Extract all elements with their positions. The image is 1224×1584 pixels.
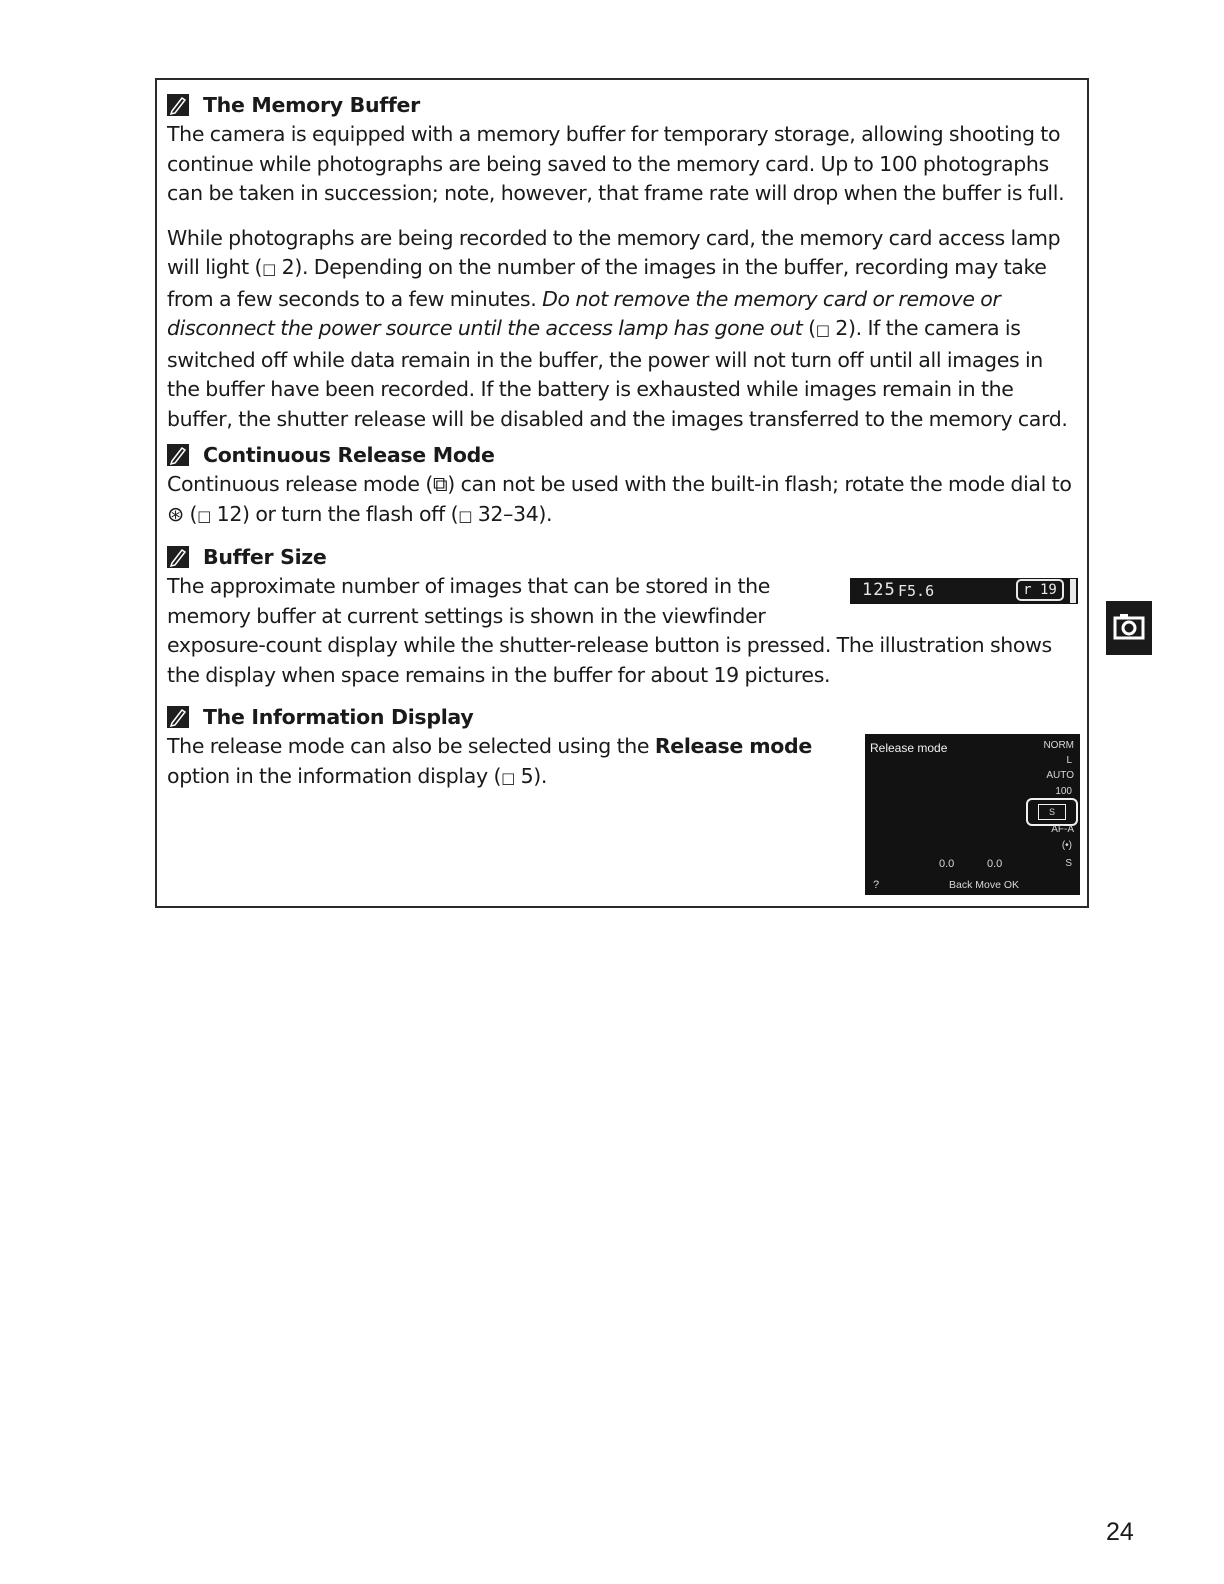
book-icon: □ [815,321,830,339]
info-drive-icon: S [1065,858,1072,869]
flash-off-icon: ⊛ [167,501,184,526]
note-heading [167,542,1073,572]
buffer-size-paragraph: The approximate number of images that can be stored in the memory buffer at current settings is shown in the viewfinder exposure-count display while the shutter-release button is pressed. The illustration shows the display when space remains in the buffer for about 19 pictures. [167,574,1052,687]
info-footer: Back Move OK [949,879,1020,891]
book-icon: □ [262,260,276,278]
info-help-icon: ? [873,879,880,891]
pencil-icon [167,706,189,728]
note-title: Buffer Size [203,545,327,569]
page-number: 24 [1106,1518,1134,1546]
note-title: The Information Display [203,705,474,729]
camera-section-tab [1106,601,1152,655]
memory-buffer-paragraph-2: While photographs are being recorded to the memory card, the memory card access lamp will light (□ 2). Depending on the number of the images in the buffer, recording may take from a few seconds to a few minutes. Do not remove the memory card or remove or disconnect the power source until the access lamp has gone out (□ 2). If the camera is switched off while data remain in the buffer, the power will not turn off until all images in the buffer have been recorded. If the battery is exhausted while images remain in the buffer, the shutter release will be disabled and the images transferred to the memory card. [167,225,1068,431]
pencil-icon [167,94,189,116]
info-white-balance: AUTO [1046,770,1074,781]
continuous-release-paragraph: Continuous release mode (⧉) can not be used with the built-in flash; rotate the mode dial to ⊛ (□ 12) or turn the flash off (□ 32–34). [167,472,1072,526]
camera-icon [1106,601,1152,655]
continuous-release-icon: ⧉ [432,472,448,496]
viewfinder-display [850,578,1078,604]
note-continuous-release [167,440,1073,531]
note-heading [167,90,1073,120]
viewfinder-buffer-count: r 19 [1016,579,1064,601]
release-mode-term: Release mode [654,734,812,758]
note-memory-buffer [167,90,1073,434]
info-display-paragraph: The release mode can also be selected using the Release mode option in the information display (□ 5). [167,734,812,788]
info-release-mode-value: S [1038,804,1066,820]
info-exposure-compensation: 0.0 [987,858,1003,870]
note-title: The Memory Buffer [203,93,420,117]
info-metering-icon: (•) [1061,840,1072,851]
info-title: Release mode [870,741,948,755]
note-heading [167,702,1073,732]
note-heading [167,440,1073,470]
viewfinder-aperture: F5.6 [898,582,935,600]
book-icon: □ [501,768,515,787]
book-icon: □ [458,506,473,525]
info-image-quality: NORM [1043,740,1074,751]
viewfinder-shutter-speed: 125 [862,580,896,600]
pencil-icon [167,444,189,466]
pencil-icon [167,546,189,568]
info-iso: 100 [1055,786,1072,797]
info-af-mode: AF-A [1051,824,1074,835]
warning-italic: Do not remove the memory card or remove or disconnect the power source until the access lamp has gone out [167,286,1001,340]
note-buffer-size [167,542,1073,690]
info-image-size: L [1066,755,1072,766]
info-flash-compensation: 0.0 [939,858,955,870]
note-title: Continuous Release Mode [203,443,495,467]
memory-buffer-paragraph-1: The camera is equipped with a memory buffer for temporary storage, allowing shooting to continue while photographs are being saved to the memory card. Up to 100 photographs can be taken in succession; note, however, that frame rate will drop when the buffer is full. [167,122,1065,205]
info-release-mode-selected [1026,798,1078,826]
information-display-screen [865,734,1080,895]
book-icon: □ [197,506,211,525]
viewfinder-indicator-bar [1070,579,1076,603]
